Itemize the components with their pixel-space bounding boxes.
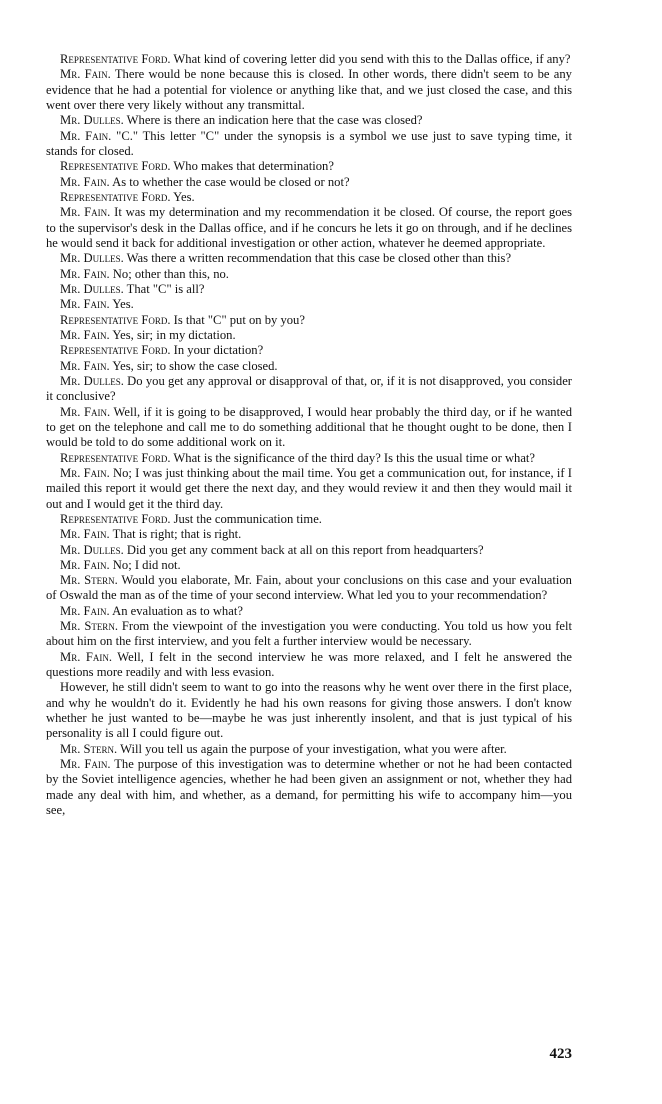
paragraph-text: It was my determination and my recommendation it be closed. Of course, the report goes to the supervisor's desk in the Dallas office, and if he concurs he lets it go on through, and if he declines he would send it back for additional investigation or other action, whatever he deemed appropriate. xyxy=(46,205,572,250)
transcript-paragraph xyxy=(46,251,572,266)
paragraph-text: Yes. xyxy=(109,297,134,312)
speaker-name: Mr. Fain. xyxy=(60,205,111,220)
paragraph-text: "C." This letter "C" under the synopsis is a symbol we use just to save typing time, it stands for closed. xyxy=(46,128,573,158)
speaker-name: Mr. Fain. xyxy=(60,557,110,572)
paragraph-text: What kind of covering letter did you send with this to the Dallas office, if any? xyxy=(170,52,571,66)
speaker-name: Mr. Fain. xyxy=(60,128,112,143)
paragraph-text: Where is there an indication here that the case was closed? xyxy=(123,113,423,128)
paragraph-text: Well, if it is going to be disapproved, I would hear probably the third day, or if he wanted to get on the telephone and call me to do something additional that he thought ought to be done, then I would be told to do some additional work on it. xyxy=(46,404,572,450)
paragraph-text: Yes, sir; to show the case closed. xyxy=(109,358,278,373)
speaker-name: Mr. Stern. xyxy=(60,619,118,634)
paragraph-text: From the viewpoint of the investigation you were conducting. You told us how you felt about him on the first interview, and you felt a further interview would be necessary. xyxy=(46,619,572,649)
paragraph-text: Yes. xyxy=(170,189,195,204)
paragraph-text: What is the significance of the third day? Is this the usual time or what? xyxy=(170,450,536,465)
speaker-name: Mr. Dulles. xyxy=(60,373,124,388)
speaker-name: Mr. Fain. xyxy=(60,603,110,618)
paragraph-text: The purpose of this investigation was to determine whether or not he had been contacted by the Soviet intelligence agencies, whether he had been given an assignment or not, whether they had made any deal with him, and whether, as a demand, for permitting his wife to accompany him—you see, xyxy=(46,757,572,818)
speaker-name: Mr. Fain. xyxy=(60,757,111,772)
transcript-paragraph xyxy=(46,267,572,282)
transcript-paragraph xyxy=(46,604,572,619)
transcript-paragraph xyxy=(46,573,572,604)
speaker-name: Representative Ford. xyxy=(60,312,171,327)
transcript-paragraph xyxy=(46,512,572,527)
speaker-name: Representative Ford. xyxy=(60,159,171,174)
transcript-paragraph xyxy=(46,313,572,328)
transcript-paragraph xyxy=(46,113,572,128)
paragraph-text: Well, I felt in the second interview he was more relaxed, and I felt he answered the questions more readily and with less evasion. xyxy=(46,649,572,680)
transcript-paragraph xyxy=(46,527,572,542)
speaker-name: Mr. Fain. xyxy=(60,266,110,281)
transcript-paragraph xyxy=(46,52,572,67)
paragraph-text: However, he still didn't seem to want to go into the reasons why he went over there in the first place, and why he wouldn't do it. Evidently he had his own reasons for giving those answers. I don't know whether he just wanted to be—maybe he was just inherently insolent, and that is just typical of his personality is all I could figure out. xyxy=(46,680,572,741)
paragraph-text: Who makes that determination? xyxy=(170,159,334,174)
paragraph-text: As to whether the case would be closed or not? xyxy=(109,174,350,189)
transcript-paragraph xyxy=(46,543,572,558)
speaker-name: Representative Ford. xyxy=(60,511,171,526)
speaker-name: Mr. Stern. xyxy=(60,573,118,588)
speaker-name: Mr. Fain. xyxy=(60,174,110,189)
paragraph-text: No; other than this, no. xyxy=(109,266,229,281)
transcript-paragraph xyxy=(46,742,572,757)
paragraph-text: Is that "C" put on by you? xyxy=(170,312,305,327)
transcript-paragraph xyxy=(46,558,572,573)
paragraph-text: Would you elaborate, Mr. Fain, about your conclusions on this case and your evaluation of Oswald the man as of the time of your second interview. What led you to your recommendation? xyxy=(46,573,572,603)
paragraph-text: Yes, sir; in my dictation. xyxy=(109,327,236,342)
speaker-name: Mr. Dulles. xyxy=(60,281,124,296)
transcript-paragraph xyxy=(46,297,572,312)
transcript-page xyxy=(46,52,572,818)
transcript-paragraph xyxy=(46,343,572,358)
speaker-name: Mr. Fain. xyxy=(60,67,111,82)
speaker-name: Mr. Dulles. xyxy=(60,113,124,128)
paragraph-text: Just the communication time. xyxy=(170,511,322,526)
speaker-name: Mr. Fain. xyxy=(60,327,110,342)
speaker-name: Mr. Fain. xyxy=(60,358,110,373)
transcript-paragraph xyxy=(46,359,572,374)
paragraph-text: In your dictation? xyxy=(170,343,264,358)
transcript-paragraph xyxy=(46,129,572,160)
paragraph-text: No; I was just thinking about the mail time. You get a communication out, for instance, if I mailed this report it would get there the next day, and they would review it and then they would mail it out and I would get it the third day. xyxy=(46,465,572,511)
transcript-paragraph xyxy=(46,757,572,818)
speaker-name: Mr. Fain. xyxy=(60,465,110,480)
transcript-paragraph xyxy=(46,159,572,174)
transcript-paragraph xyxy=(46,328,572,343)
speaker-name: Mr. Fain. xyxy=(60,527,110,542)
paragraph-text: Do you get any approval or disapproval of that, or, if it is not disapproved, you consider it conclusive? xyxy=(46,373,573,404)
transcript-paragraph xyxy=(46,374,572,405)
transcript-paragraph xyxy=(46,650,572,681)
paragraph-text: That "C" is all? xyxy=(123,281,205,296)
speaker-name: Mr. Stern. xyxy=(60,741,118,756)
transcript-paragraph xyxy=(46,175,572,190)
speaker-name: Mr. Fain. xyxy=(60,404,111,419)
speaker-name: Mr. Fain. xyxy=(60,297,110,312)
transcript-paragraph xyxy=(46,619,572,650)
transcript-paragraph xyxy=(46,405,572,451)
speaker-name: Representative Ford. xyxy=(60,450,171,465)
speaker-name: Mr. Fain. xyxy=(60,649,112,664)
speaker-name: Representative Ford. xyxy=(60,343,171,358)
paragraph-text: That is right; that is right. xyxy=(109,527,242,542)
speaker-name: Mr. Dulles. xyxy=(60,251,124,266)
speaker-name: Representative Ford. xyxy=(60,52,171,66)
paragraph-text: Was there a written recommendation that this case be closed other than this? xyxy=(123,251,512,266)
speaker-name: Mr. Dulles. xyxy=(60,542,124,557)
speaker-name: Representative Ford. xyxy=(60,189,171,204)
page-number: 423 xyxy=(549,1046,572,1062)
transcript-paragraph xyxy=(46,282,572,297)
paragraph-text: An evaluation as to what? xyxy=(109,603,243,618)
paragraph-text: Will you tell us again the purpose of your investigation, what you were after. xyxy=(117,741,507,756)
transcript-paragraph xyxy=(46,67,572,113)
transcript-paragraph xyxy=(46,451,572,466)
transcript-paragraph xyxy=(46,466,572,512)
paragraph-text: Did you get any comment back at all on this report from headquarters? xyxy=(123,542,484,557)
paragraph-text: There would be none because this is closed. In other words, there didn't seem to be any evidence that he had a potential for violence or anything like that, and we just closed the case, and this went over there very likely without any transmittal. xyxy=(46,67,572,112)
transcript-paragraph xyxy=(46,205,572,251)
transcript-paragraph xyxy=(46,190,572,205)
transcript-paragraph xyxy=(46,680,572,741)
paragraph-text: No; I did not. xyxy=(109,557,181,572)
